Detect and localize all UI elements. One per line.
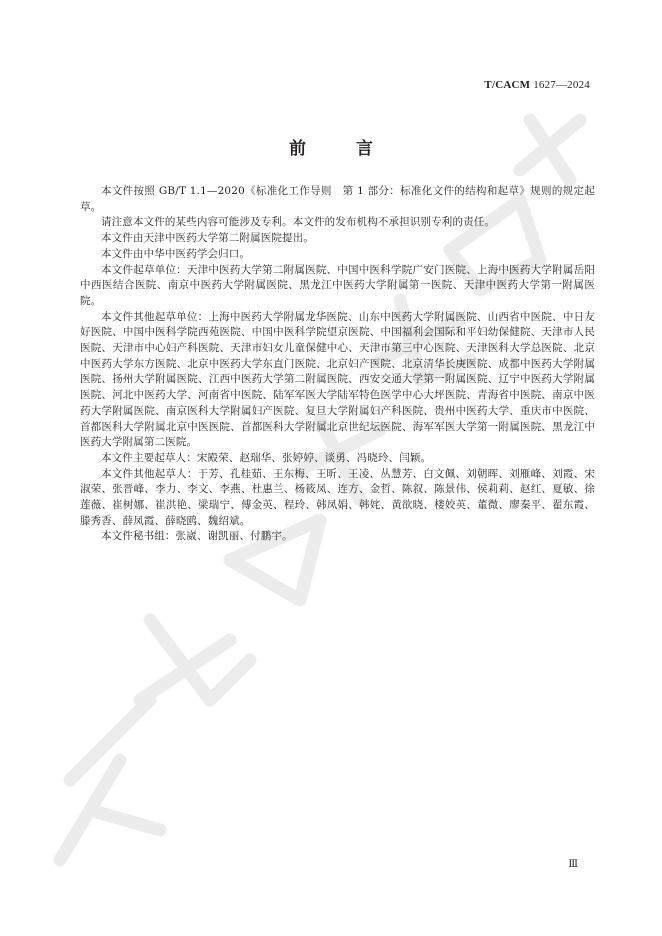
document-code-prefix: T/CACM: [484, 79, 531, 91]
foreword-body: [80, 184, 595, 545]
paragraph-drafting-units: 本文件起草单位：天津中医药大学第二附属医院、中国中医科学院广安门医院、上海中医药大学附属岳阳中西医结合医院、南京中医药大学附属医院、黑龙江中医药大学附属第一医院、天津中医药大学第一附属医院。: [80, 263, 595, 307]
page-number: Ⅲ: [568, 859, 578, 870]
paragraph-drafting-rules: 本文件按照 GB/T 1.1—2020《标准化工作导则 第 1 部分：标准化文件的结构和起草》规则的规定起草。: [80, 185, 595, 213]
paragraph-main-drafters: 本文件主要起草人：宋殿荣、赵瑞华、张婷婷、谈勇、冯晓玲、闫颖。: [101, 451, 432, 464]
paragraph-proposer: 本文件由天津中医药大学第二附属医院提出。: [101, 232, 314, 245]
paragraph-administrator: 本文件由中华中医药学会归口。: [101, 247, 251, 260]
paragraph-other-drafting-units: 本文件其他起草单位：上海中医药大学附属龙华医院、山东中医药大学附属医院、山西省中医院、中日友好医院、中国中医科学院西苑医院、中国中医科学院望京医院、中国福利会国际和平妇幼保健院、天津市人民医院、天津市中心妇产科医院、天津市妇女儿童保健中心、天津市第三中心医院、天津医科大学总医院、北京中医药大学东方医院、北京中医药大学东直门医院、北京妇产医院、北京清华长庚医院、成都中医药大学附属医院、扬州大学附属医院、江西中医药大学第二附属医院、西安交通大学第一附属医院、辽宁中医药大学附属医院、河北中医药大学、河南省中医院、陆军军医大学陆军特色医学中心大坪医院、青海省中医院、南京中医药大学附属医院、南京医科大学附属妇产医院、复旦大学附属妇产科医院、贵州中医药大学、重庆市中医院、首都医科大学附属北京中医医院、首都医科大学附属北京世纪坛医院、海军军医大学第一附属医院、黑龙江中医药大学附属第二医院。: [80, 310, 595, 449]
paragraph-secretariat: 本文件秘书组：张崴、谢凯丽、付鹏宇。: [101, 530, 293, 543]
paragraph-patent-notice: 请注意本文件的某些内容可能涉及专利。本文件的发布机构不承担识别专利的责任。: [101, 216, 496, 229]
paragraph-other-drafters: 本文件其他起草人：于芳、孔桂茹、王东梅、王昕、王凌、丛慧芳、白文佩、刘朝晖、刘雁峰、刘霞、宋淑荣、张晋峰、李力、李文、李燕、杜惠兰、杨筱凤、连方、金哲、陈叙、陈景伟、侯莉莉、赵红、夏敏、徐莲薇、崔树娜、崔洪艳、梁瑞宁、傅金英、程玲、韩凤娟、韩姹、黄欲晓、楼姣英、董微、廖秦平、翟东霞、滕秀香、薛凤霞、薛晓鸥、魏绍斌。: [80, 467, 595, 527]
document-code: [484, 79, 590, 91]
page-title: 前 言: [289, 139, 395, 159]
document-code-number: 1627—2024: [533, 79, 590, 91]
